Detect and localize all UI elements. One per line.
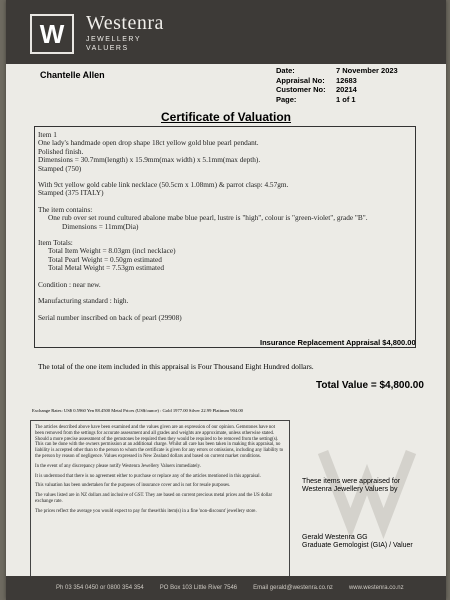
brand-sub-1: JEWELLERY — [86, 36, 141, 43]
contains-desc: One rub over set round cultured abalone mabe blue pearl, lustre is "high", colour is "green-violet", grade "B". — [48, 213, 368, 223]
meta-key: Customer No: — [276, 85, 326, 94]
footer — [6, 576, 446, 600]
page-title: Certificate of Valuation — [160, 110, 292, 124]
item-heading: Item 1 — [38, 130, 57, 139]
item-desc: Dimensions = 30.7mm(length) x 15.9mm(max width) x 5.1mm(max depth). — [38, 155, 261, 165]
meta-row — [276, 66, 398, 76]
chain-desc: With 9ct yellow gold cable link necklace (50.5cm x 1.08mm) & parrot clasp: 4.57gm. — [38, 180, 289, 190]
meta-value: 7 November 2023 — [336, 66, 398, 75]
serial: Serial number inscribed on back of pearl (29908) — [38, 312, 182, 322]
logo-letter: W — [39, 19, 65, 49]
footer-address: PO Box 103 Little River 7546 — [159, 585, 238, 591]
item-desc: One lady's handmade open drop shape 18ct yellow gold blue pearl pendant. — [38, 138, 259, 148]
terms-box — [30, 420, 290, 588]
brand — [86, 12, 164, 53]
terms-paragraph: The articles described above have been examined and the values given are an expression of our opinion. Gemstones have not been removed from the settings for accurate assessment and all grades and weights are approximate, unless otherwise stated. Should a more precise assessment of the gemstones be required then they would be required to be removed from the setting(s). This can be done with the owners permission at an additional charge. Whilst all care has been taken in making this appraisal, no liability is accepted other than to the person to whom the certificate is given for any errors or omissions, including any liability to the person by reason of negligence. Values expressed in New Zealand dollars and based on current market conditions. — [35, 425, 284, 459]
total-value: Total Value = $4,800.00 — [316, 380, 424, 391]
meta-key: Page: — [276, 94, 297, 104]
manufacturing: Manufacturing standard : high. — [38, 296, 129, 306]
logo — [30, 14, 74, 54]
signer-role: Graduate Gemologist (GIA) / Valuer — [302, 542, 413, 549]
item-description — [38, 131, 416, 322]
item-desc: Polished finish. — [38, 146, 84, 156]
exchange-rates: Exchange Rates: US$ 0.5960 Yen 88.4500 Metal Prices (US$/ounce) : Gold 1977.00 Silver 22.99 Platinum 904.00 — [32, 408, 243, 413]
signature-text: These items were appraised for — [302, 478, 401, 485]
terms-paragraph: In the event of any discrepancy please notify Westenra Jewellery Valuers immediately. — [35, 463, 201, 469]
footer-web: www.westenra.co.nz — [348, 585, 404, 591]
appraisal-meta — [276, 66, 398, 104]
total-line: Total Metal Weight = 7.53gm estimated — [48, 263, 164, 273]
contains-heading: The item contains: — [38, 204, 93, 214]
meta-row — [276, 85, 398, 95]
client-name: Chantelle Allen — [40, 70, 105, 80]
footer-email: Email gerald@westenra.co.nz — [253, 585, 333, 591]
brand-name: Westenra — [86, 12, 164, 34]
certificate-sheet — [6, 0, 446, 600]
terms-paragraph: The prices reflect the average you would expect to pay for these/this item(s) in a fine 'non-discount' jewellery store. — [35, 508, 257, 514]
letterhead — [6, 0, 446, 64]
total-line: Total Item Weight = 8.03gm (incl necklace) — [48, 246, 176, 256]
meta-value: 12683 — [336, 75, 357, 85]
contains-desc: Dimensions = 11mm(Dia) — [62, 221, 139, 231]
condition: Condition : near new. — [38, 279, 101, 289]
totals-heading: Item Totals: — [38, 238, 73, 248]
chain-desc: Stamped (375 ITALY) — [38, 188, 104, 198]
footer-phone: Ph 03 354 0450 or 0800 354 354 — [56, 585, 144, 591]
insurance-value: Insurance Replacement Appraisal $4,800.00 — [260, 338, 416, 347]
signature-block — [302, 478, 442, 550]
terms-paragraph: It is understood that there is no agreement either to purchase or replace any of the articles mentioned in this appraisal. — [35, 473, 261, 479]
meta-key: Appraisal No: — [276, 75, 325, 85]
item-desc: Stamped (750) — [38, 163, 82, 173]
meta-row — [276, 95, 398, 105]
terms-paragraph: This valuation has been undertaken for the purposes of insurance cover and is not for resale purposes. — [35, 483, 231, 489]
meta-value: 1 of 1 — [336, 94, 356, 104]
signature-text: Westenra Jewellery Valuers by — [302, 486, 398, 493]
total-line: Total Pearl Weight = 0.50gm estimated — [48, 254, 162, 264]
meta-row — [276, 76, 398, 86]
brand-sub-2: VALUERS — [86, 45, 129, 52]
signer-name: Gerald Westenra GG — [302, 534, 368, 541]
meta-value: 20214 — [336, 85, 357, 94]
terms-paragraph: The values listed are in NZ dollars and inclusive of GST. They are based on current precious metal prices and the US dollar exchange rate. — [35, 493, 273, 504]
meta-key: Date: — [276, 66, 295, 75]
summary-line: The total of the one item included in this appraisal is Four Thousand Eight Hundred dollars. — [38, 362, 314, 371]
